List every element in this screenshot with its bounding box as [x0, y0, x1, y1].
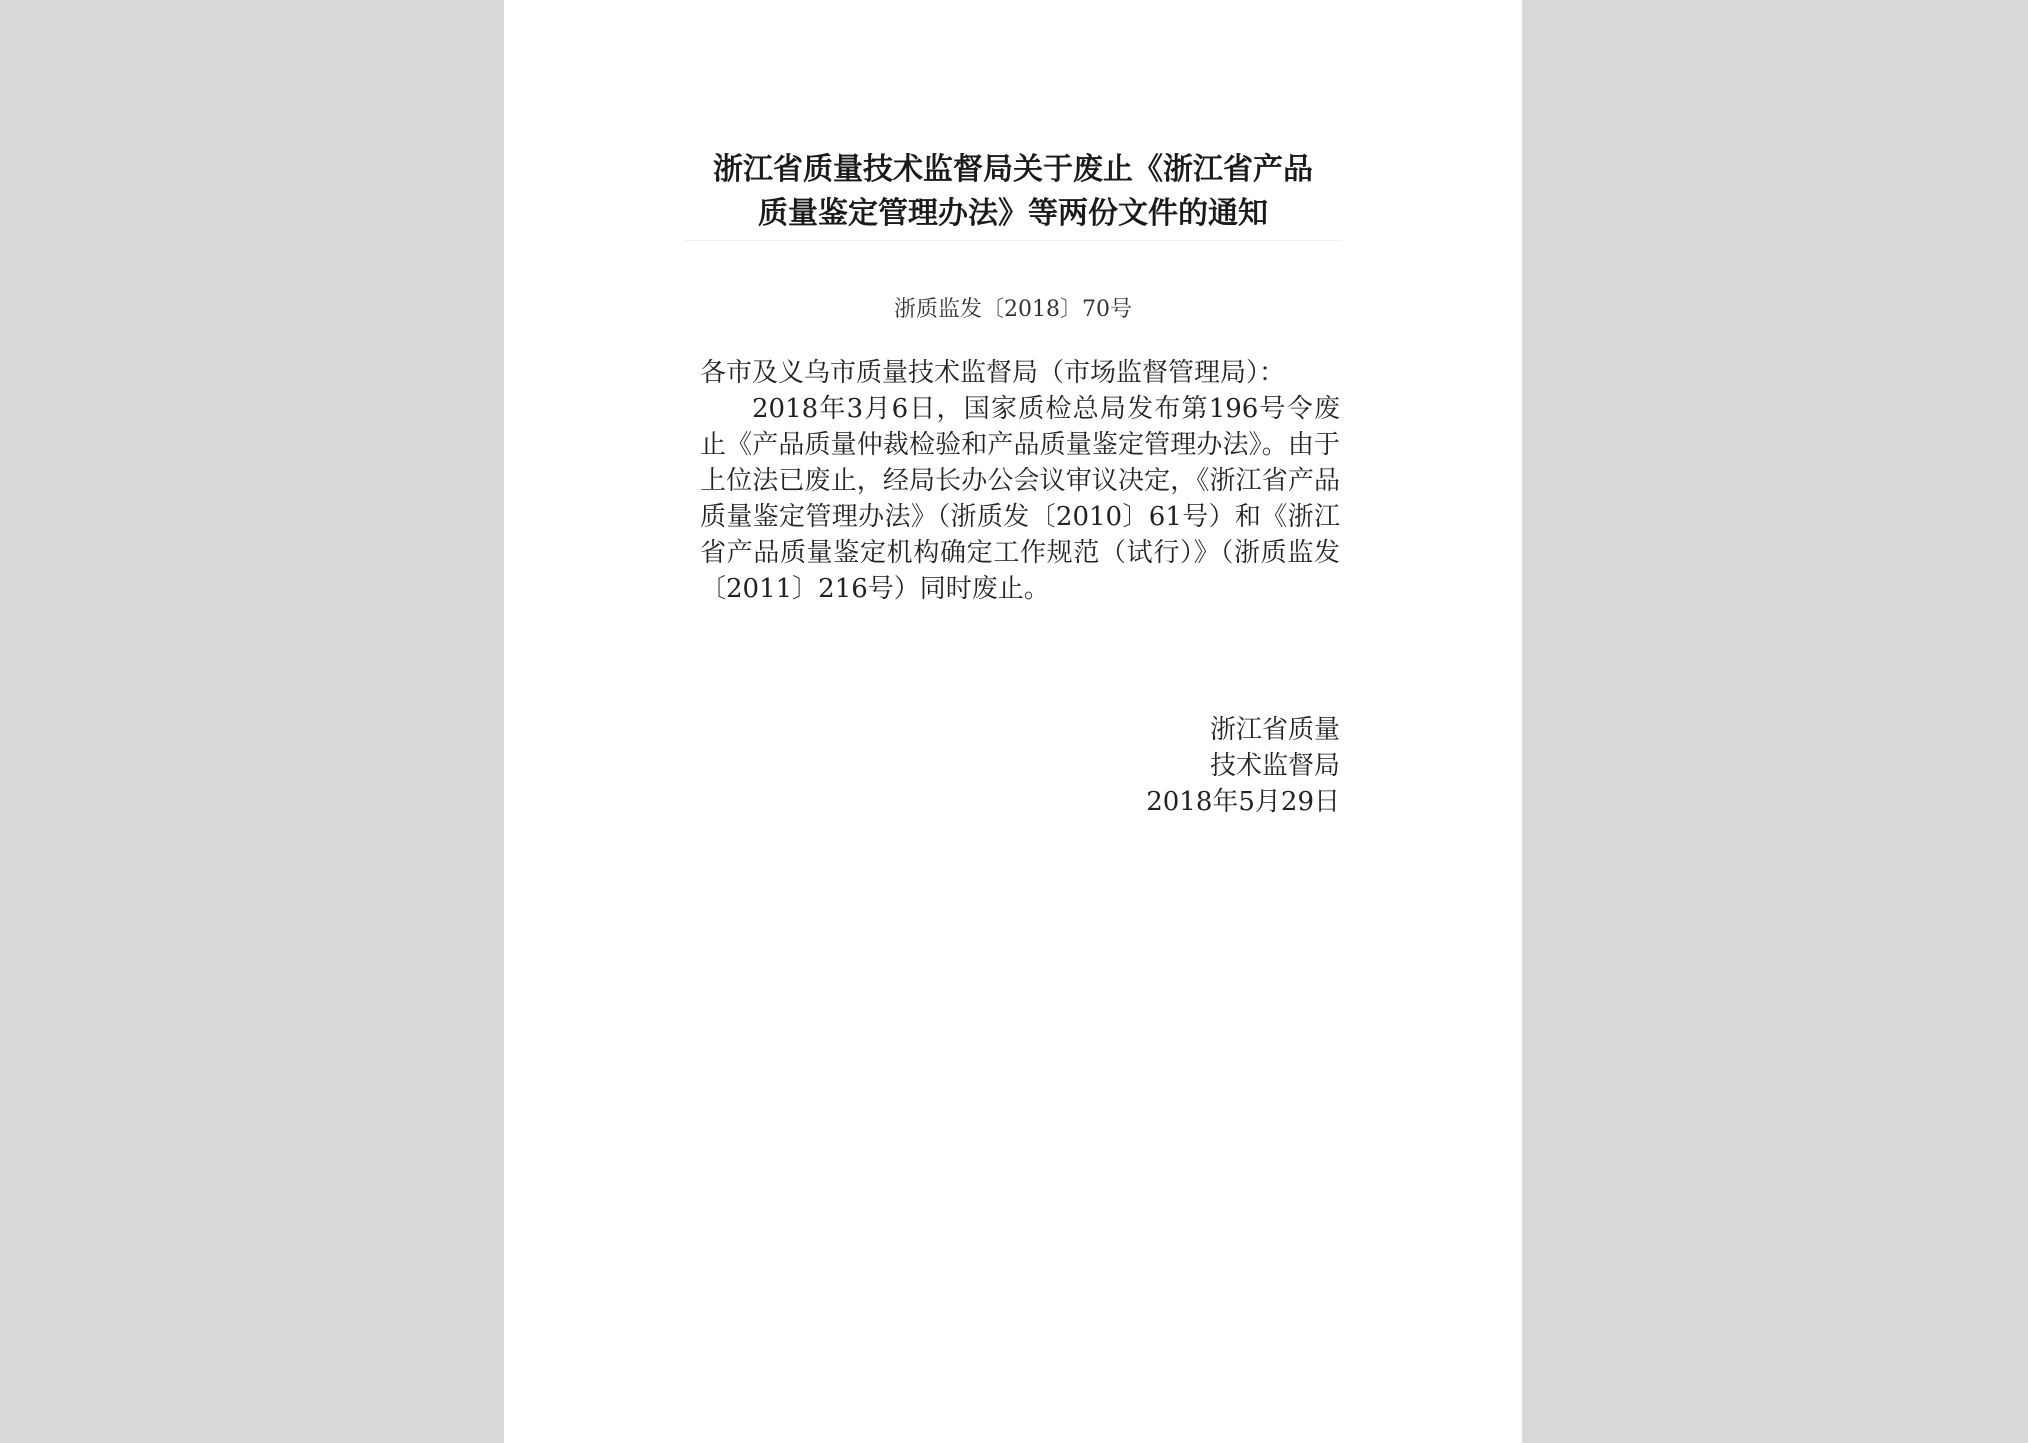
title-line-2: 质量鉴定管理办法》等两份文件的通知	[758, 196, 1268, 231]
document-title	[684, 148, 1342, 236]
title-divider	[684, 240, 1342, 241]
body-paragraph: 2018年3月6日，国家质检总局发布第196号令废止《产品质量仲裁检验和产品质量鉴定管理办法》。由于上位法已废止，经局长办公会议审议决定，《浙江省产品质量鉴定管理办法》（浙质发〔2010〕61号）和《浙江省产品质量鉴定机构确定工作规范（试行）》（浙质监发〔2011〕216号）同时废止。	[700, 394, 1340, 604]
document-number: 浙质监发〔2018〕70号	[894, 297, 1132, 322]
title-line-1: 浙江省质量技术监督局关于废止《浙江省产品	[713, 152, 1313, 187]
salutation: 各市及义乌市质量技术监督局（市场监督管理局）：	[700, 358, 1286, 388]
signature-org-line-1: 浙江省质量	[1209, 715, 1340, 745]
document-page	[504, 0, 1522, 1443]
signature-org-line-2: 技术监督局	[1209, 751, 1340, 781]
signature-date: 2018年5月29日	[1146, 787, 1340, 817]
signature-block	[1124, 712, 1340, 820]
document-body	[700, 355, 1340, 607]
